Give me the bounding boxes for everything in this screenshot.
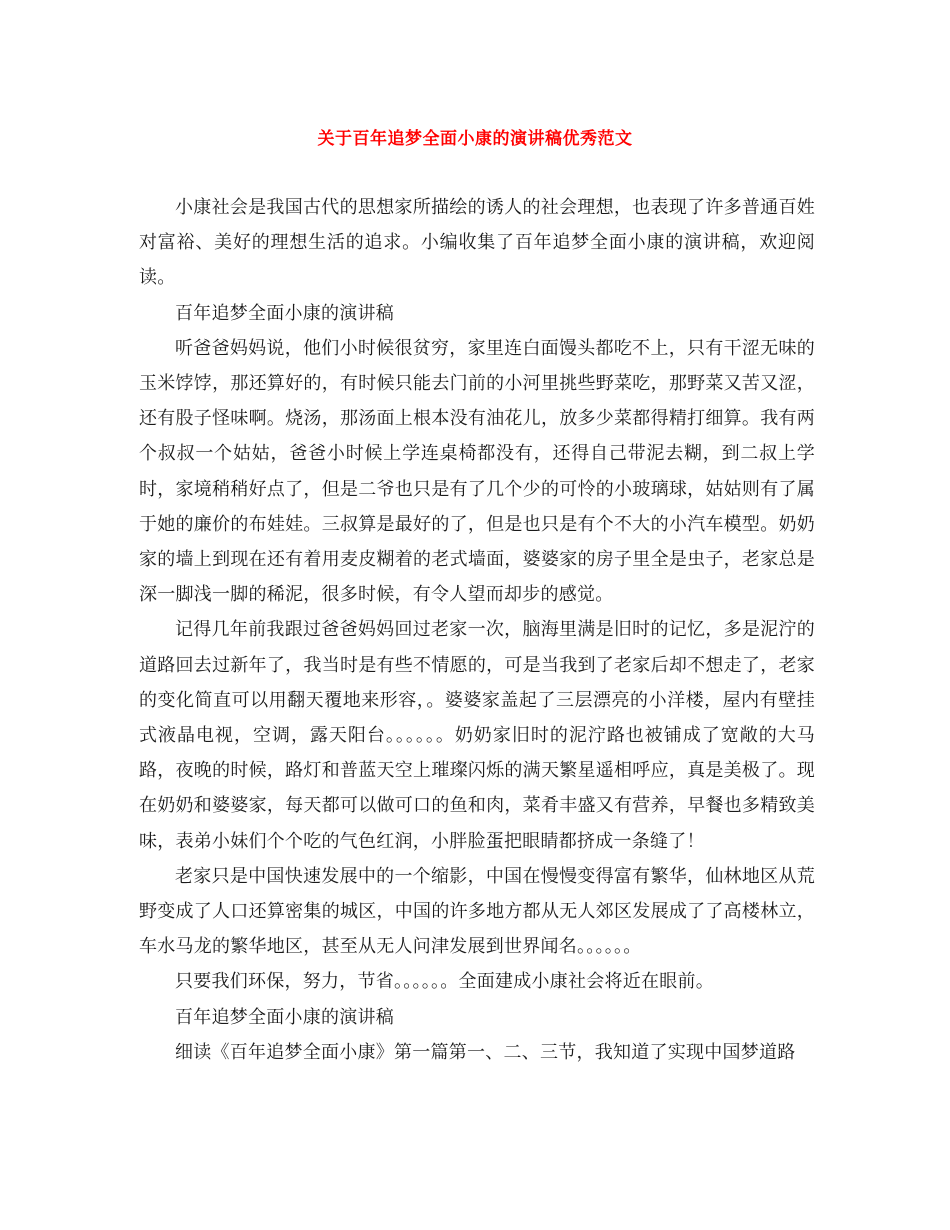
body-paragraph: 记得几年前我跟过爸爸妈妈回过老家一次，脑海里满是旧时的记忆，多是泥泞的道路回去过新年了，我当时是有些不情愿的，可是当我到了老家后却不想走了，老家的变化简直可以用翻天覆地来形容，。婆婆家盖起了三层漂亮的小洋楼，屋内有壁挂式液晶电视，空调，露天阳台。。。。。。奶奶家旧时的泥泞路也被铺成了宽敞的大马路，夜晚的时候，路灯和普蓝天空上璀璨闪烁的满天繁星遥相呼应，真是美极了。现在奶奶和婆婆家，每天都可以做可口的鱼和肉，菜肴丰盛又有营养，早餐也多精致美味，表弟小妹们个个吃的气色红润，小胖脸蛋把眼睛都挤成一条缝了！: [139, 619, 815, 852]
body-paragraph: 听爸爸妈妈说，他们小时候很贫穷，家里连白面馒头都吃不上，只有干涩无味的玉米饽饽，那还算好的，有时候只能去门前的小河里挑些野菜吃，那野菜又苦又涩，还有股子怪味啊。烧汤，那汤面上根本没有油花儿，放多少菜都得精打细算。我有两个叔叔一个姑姑，爸爸小时候上学连桌椅都没有，还得自己带泥去糊，到二叔上学时，家境稍稍好点了，但是二爷也只是有了几个少的可怜的小玻璃球，姑姑则有了属于她的廉价的布娃娃。三叔算是最好的了，但是也只是有个不大的小汽车模型。奶奶家的墙上到现在还有着用麦皮糊着的老式墙面，婆婆家的房子里全是虫子，老家总是深一脚浅一脚的稀泥，很多时候，有令人望而却步的感觉。: [139, 337, 815, 606]
section-heading: 百年追梦全面小康的演讲稿: [175, 1006, 394, 1028]
body-paragraph: 老家只是中国快速发展中的一个缩影，中国在慢慢变得富有繁华，仙林地区从荒野变成了人口还算密集的城区，中国的许多地方都从无人郊区发展成了了高楼林立，车水马龙的繁华地区，甚至从无人问津发展到世界闻名。。。。。。: [139, 865, 815, 958]
document-title: 关于百年追梦全面小康的演讲稿优秀范文: [317, 129, 633, 149]
intro-paragraph: 小康社会是我国古代的思想家所描绘的诱人的社会理想，也表现了许多普通百姓对富裕、美好的理想生活的追求。小编收集了百年追梦全面小康的演讲稿，欢迎阅读。: [139, 197, 815, 289]
body-paragraph: 只要我们环保，努力，节省。。。。。。全面建成小康社会将近在眼前。: [175, 971, 714, 993]
body-paragraph: 细读《百年追梦全面小康》第一篇第一、二、三节，我知道了实现中国梦道路: [175, 1041, 796, 1063]
section-heading: 百年追梦全面小康的演讲稿: [175, 302, 394, 324]
document-body: [139, 190, 815, 1070]
